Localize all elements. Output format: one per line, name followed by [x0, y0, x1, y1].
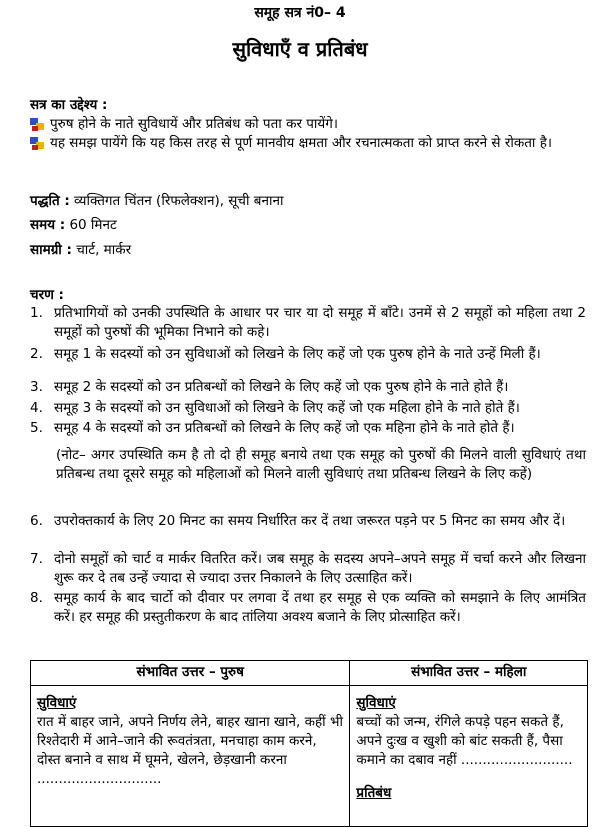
step-text: समूह कार्य के बाद चार्टो को दीवार पर लगवा दें तथा हर समूह से एक व्यक्ति को समझाने के लिए आमंत्रित करें। हर समूह की प्रस्तुतीकरण के बाद तांलिया अवश्य बजाने के लिए प्रोत्साहित करें।: [54, 590, 586, 625]
step-number: 4.: [30, 400, 43, 416]
step-item: [30, 399, 586, 418]
objective-text: यह समझ पायेंगे कि यह किस तरह से पूर्ण मानवीय क्षमता और रचनात्मकता को प्राप्त करने से रोकता है।: [50, 135, 552, 151]
step-number: 6.: [30, 513, 43, 529]
objective-heading: सत्र का उद्देश्य :: [30, 97, 108, 113]
male-answers-cell: [31, 686, 350, 827]
step-text: समूह 2 के सदस्यों को उन प्रतिबन्धों को लिखने के लिए कहें जो एक पुरुष होने के नाते होते हैं।: [54, 379, 509, 395]
step-text: दोनो समूहों को चार्ट व मार्कर वितरित करें। जब समूह के सदस्य अपने–अपने समूह में चर्चा करने और लिखना शुरू कर दे तब उन्हें ज्यादा से ज्यादा उत्तर निकालने के लिए उत्साहित करें।: [54, 551, 586, 586]
female-facilities-heading: सुविधाएं: [356, 695, 396, 711]
colored-squares-bullet-icon: [30, 118, 44, 132]
list-item: [30, 115, 586, 134]
step-item: [30, 589, 586, 627]
step-item: [30, 419, 586, 438]
step-text: समूह 3 के सदस्यों को उन सुविधाओं को लिखने के लिए कहें जो एक महिला होने के नाते होते हैं।: [54, 400, 520, 416]
male-facilities-heading: सुविधाएं: [37, 695, 77, 711]
male-facilities-text: रात में बाहर जाने, अपने निर्णय लेने, बाहर खाना खाने, कहीं भी रिश्तेदारी में आने–जाने की रूवतंत्रता, मनचाहा काम करने, दोस्त बनाने व साथ में घूमने, खेलने, छेड़खानी करना .............................: [37, 714, 343, 787]
step-number: 3.: [30, 379, 43, 395]
female-restrictions-heading: प्रतिबंध: [356, 785, 392, 801]
method-value: व्यक्तिगत चिंतन (रिफलेक्शन), सूची बनाना: [74, 193, 284, 209]
material-line: [30, 241, 131, 260]
step-item: [30, 304, 586, 342]
time-value: 60 मिनट: [69, 217, 117, 233]
step-item: [30, 378, 586, 397]
material-label: सामग्री :: [30, 242, 72, 258]
female-facilities-text: बच्चों को जन्म, रंगिले कपड़े पहन सकते हैं, अपने दुःख व खुशी को बांट सकती हैं, पैसा कमाने का दबाव नहीं ..........................: [356, 714, 573, 768]
session-number: समूह सत्र नं0– 4: [254, 5, 346, 21]
step-item: [30, 345, 586, 364]
step-text: प्रतिभागियों को उनकी उपस्थिति के आधार पर चार या दो समूह में बाँटे। उनमें से 2 समूहों को महिला तथा 2 समूहों को पुरुषों की भूमिका निभाने को कहे।: [54, 305, 586, 340]
material-value: चार्ट, मार्कर: [76, 242, 132, 258]
page-title: सुविधाएँ व प्रतिबंध: [232, 37, 368, 61]
colored-squares-bullet-icon: [30, 137, 44, 151]
step-number: 8.: [30, 590, 43, 606]
step-text: उपरोक्तकार्य के लिए 20 मिनट का समय निर्धारित कर दें तथा जरूरत पड़ने पर 5 मिनट का समय और दें।: [54, 513, 566, 529]
method-line: [30, 192, 283, 211]
time-label: समय :: [30, 217, 66, 233]
time-line: [30, 216, 117, 235]
step-number: 2.: [30, 346, 43, 362]
note-text: (नोट– अगर उपस्थिति कम है तो दो ही समूह बनाये तथा एक समूह को पुरुषों की मिलने वाली सुविधाएं तथा प्रतिबन्ध तथा दूसरे समूह को महिलाओं को मिलने वाली सुविधाएं तथा प्रतिबन्ध लिखने के लिए कहें): [56, 447, 586, 482]
step-text: समूह 4 के सदस्यों को उन प्रतिबन्धों को लिखने के लिए कहें जो एक महिना होने के नाते होते हैं।: [54, 420, 515, 436]
list-item: [30, 134, 586, 153]
col-header-female: संभावित उत्तर – महिला: [350, 661, 588, 686]
female-answers-cell: [350, 686, 588, 827]
step-number: 5.: [30, 420, 43, 436]
objective-list: [30, 115, 586, 153]
step-number: 1.: [30, 305, 43, 321]
steps-heading: चरण :: [30, 287, 64, 303]
method-label: पद्धति :: [30, 193, 70, 209]
col-header-male: संभावित उत्तर – पुरुष: [31, 661, 350, 686]
step-number: 7.: [30, 551, 43, 567]
objective-text: पुरुष होने के नाते सुविधायें और प्रतिबंध को पता कर पायेंगे।: [50, 116, 338, 132]
possible-answers-table: [30, 660, 588, 827]
step-text: समूह 1 के सदस्यों को उन सुविधाओं को लिखने के लिए कहें जो एक पुरुष होने के नाते उन्हें मिली हैं।: [54, 346, 541, 362]
step-item: [30, 512, 586, 531]
step-item: [30, 550, 586, 588]
